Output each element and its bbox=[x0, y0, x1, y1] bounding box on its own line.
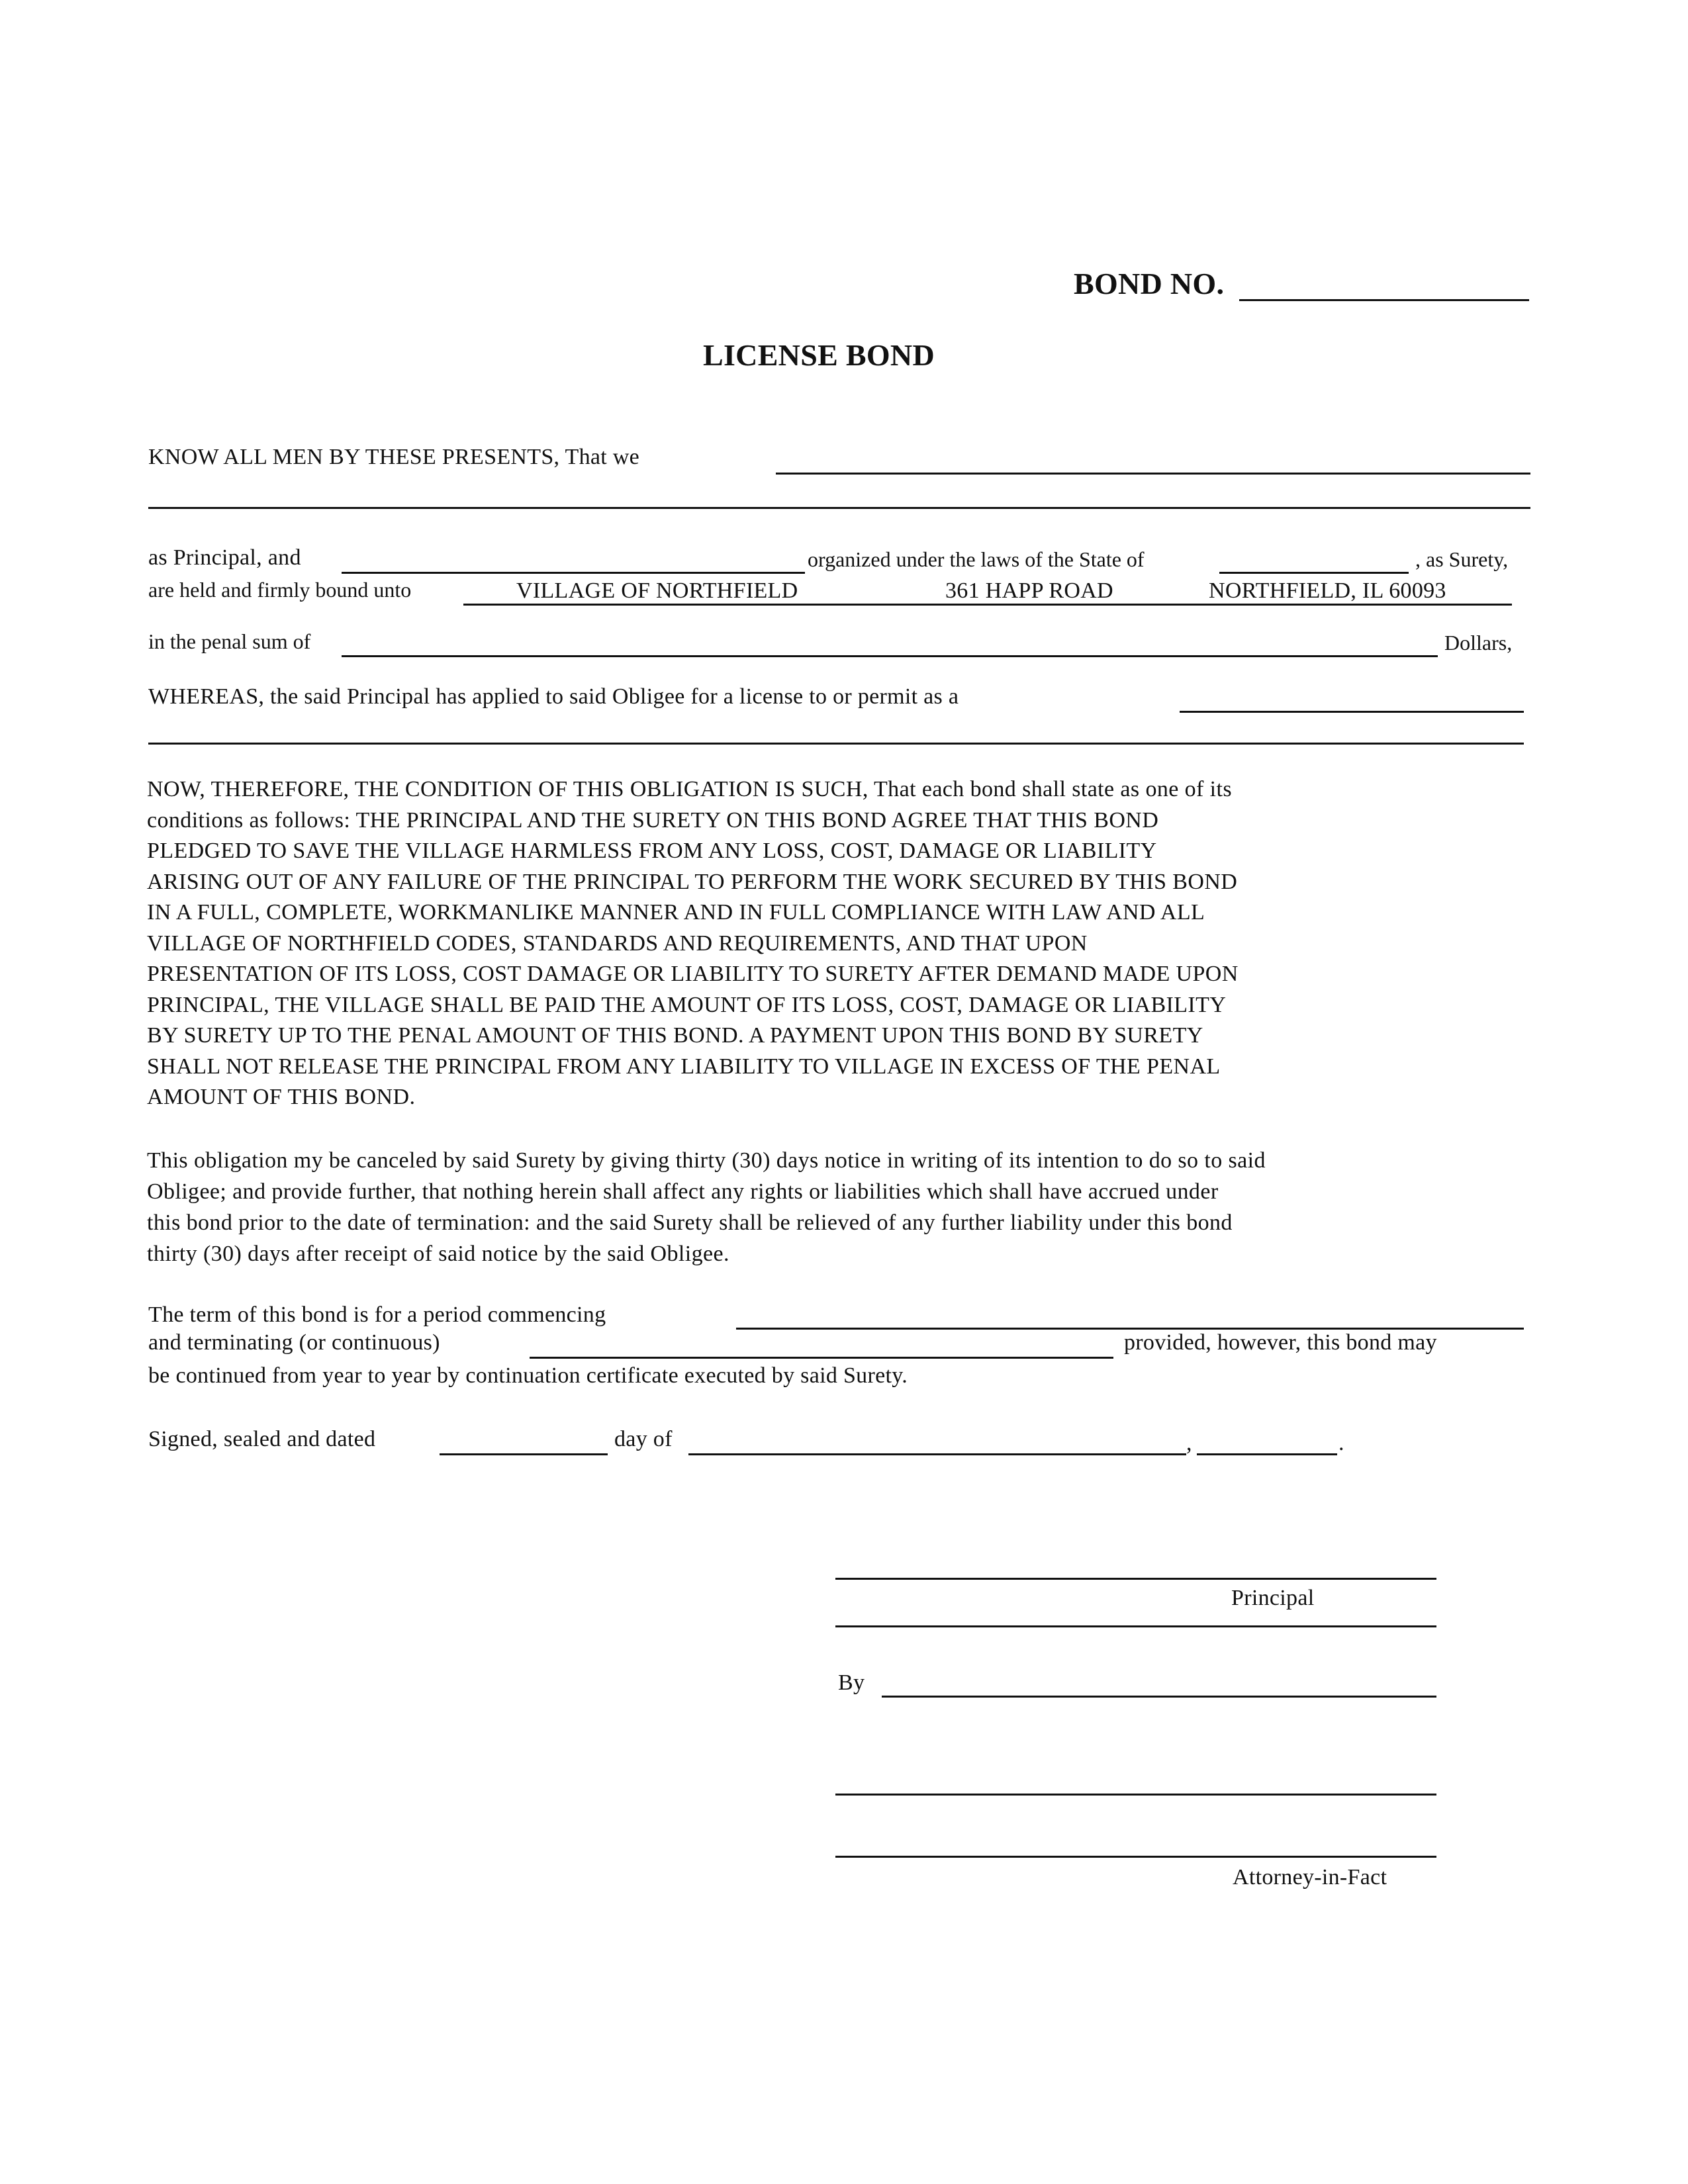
condition-line: PRINCIPAL, THE VILLAGE SHALL BE PAID THE AMOUNT OF ITS LOSS, COST, DAMAGE OR LIABILITY bbox=[147, 992, 1227, 1017]
term-provided-text: provided, however, this bond may bbox=[1124, 1330, 1437, 1355]
condition-line: conditions as follows: THE PRINCIPAL AND THE SURETY ON THIS BOND AGREE THAT THIS BOND bbox=[147, 807, 1159, 833]
signed-month-field[interactable] bbox=[688, 1453, 1186, 1455]
condition-line: BY SURETY UP TO THE PENAL AMOUNT OF THIS BOND. A PAYMENT UPON THIS BOND BY SURETY bbox=[147, 1023, 1203, 1048]
principal-label: Principal bbox=[1231, 1586, 1315, 1610]
obligee-address: 361 HAPP ROAD bbox=[945, 578, 1113, 603]
cancellation-line: This obligation my be canceled by said Surety by giving thirty (30) days notice in writing of its intention to do so to said bbox=[147, 1148, 1266, 1173]
obligee-name: VILLAGE OF NORTHFIELD bbox=[516, 578, 798, 603]
penal-sum-field[interactable] bbox=[342, 655, 1438, 657]
attorney-signature-line-2[interactable] bbox=[835, 1856, 1436, 1858]
principal-name-field[interactable] bbox=[776, 473, 1530, 475]
condition-line: VILLAGE OF NORTHFIELD CODES, STANDARDS AND REQUIREMENTS, AND THAT UPON bbox=[147, 931, 1088, 956]
terminating-date-field[interactable] bbox=[530, 1357, 1113, 1359]
condition-line: PLEDGED TO SAVE THE VILLAGE HARMLESS FROM ANY LOSS, COST, DAMAGE OR LIABILITY bbox=[147, 839, 1157, 863]
as-principal-text: as Principal, and bbox=[148, 545, 301, 570]
surety-name-field[interactable] bbox=[342, 572, 805, 574]
know-all-text: KNOW ALL MEN BY THESE PRESENTS, That we bbox=[148, 445, 640, 469]
held-bound-text: are held and firmly bound unto bbox=[148, 578, 412, 602]
bond-no-field[interactable] bbox=[1239, 299, 1529, 301]
license-type-field-2[interactable] bbox=[148, 743, 1524, 745]
cancellation-paragraph bbox=[147, 1145, 1544, 1269]
organized-text: organized under the laws of the State of bbox=[808, 547, 1145, 571]
by-label: By bbox=[838, 1670, 865, 1695]
condition-line: IN A FULL, COMPLETE, WORKMANLIKE MANNER AND IN FULL COMPLIANCE WITH LAW AND ALL bbox=[147, 900, 1205, 925]
dollars-text: Dollars, bbox=[1444, 631, 1513, 655]
signed-day-field[interactable] bbox=[440, 1453, 608, 1455]
term-commencing-text: The term of this bond is for a period commencing bbox=[148, 1302, 606, 1327]
principal-signature-line-2[interactable] bbox=[835, 1625, 1436, 1627]
bond-no-label: BOND NO. bbox=[1074, 267, 1225, 300]
principal-signature-line[interactable] bbox=[835, 1578, 1436, 1580]
penal-sum-text: in the penal sum of bbox=[148, 629, 311, 653]
cancellation-line: thirty (30) days after receipt of said notice by the said Obligee. bbox=[147, 1242, 729, 1266]
as-surety-text: , as Surety, bbox=[1415, 547, 1509, 571]
condition-line: AMOUNT OF THIS BOND. bbox=[147, 1085, 416, 1109]
condition-line: ARISING OUT OF ANY FAILURE OF THE PRINCIPAL TO PERFORM THE WORK SECURED BY THIS BOND bbox=[147, 869, 1238, 894]
day-of-text: day of bbox=[614, 1427, 673, 1451]
whereas-text: WHEREAS, the said Principal has applied to said Obligee for a license to or permit as a bbox=[148, 684, 959, 709]
attorney-signature-line[interactable] bbox=[835, 1794, 1436, 1796]
condition-line: NOW, THEREFORE, THE CONDITION OF THIS OBLIGATION IS SUCH, That each bond shall state as one of its bbox=[147, 777, 1232, 801]
obligee-city: NORTHFIELD, IL 60093 bbox=[1209, 578, 1446, 603]
condition-line: PRESENTATION OF ITS LOSS, COST DAMAGE OR LIABILITY TO SURETY AFTER DEMAND MADE UPON bbox=[147, 962, 1239, 986]
condition-line: SHALL NOT RELEASE THE PRINCIPAL FROM ANY LIABILITY TO VILLAGE IN EXCESS OF THE PENAL bbox=[147, 1054, 1221, 1079]
surety-state-field[interactable] bbox=[1219, 572, 1409, 574]
license-type-field[interactable] bbox=[1180, 711, 1524, 713]
attorney-label: Attorney-in-Fact bbox=[1233, 1865, 1387, 1889]
by-signature-line[interactable] bbox=[882, 1696, 1436, 1698]
page-title: LICENSE BOND bbox=[703, 338, 935, 372]
signed-period: . bbox=[1338, 1431, 1344, 1455]
term-terminating-text: and terminating (or continuous) bbox=[148, 1330, 440, 1355]
term-continued-text: be continued from year to year by continuation certificate executed by said Surety. bbox=[148, 1363, 908, 1388]
signed-year-field[interactable] bbox=[1197, 1453, 1337, 1455]
signed-text: Signed, sealed and dated bbox=[148, 1427, 376, 1451]
principal-name-field-2[interactable] bbox=[148, 507, 1530, 509]
cancellation-line: this bond prior to the date of termination: and the said Surety shall be relieved of any further liability under this bond bbox=[147, 1210, 1233, 1235]
signed-comma: , bbox=[1186, 1431, 1192, 1455]
cancellation-line: Obligee; and provide further, that nothing herein shall affect any rights or liabilities which shall have accrued under bbox=[147, 1179, 1219, 1204]
condition-paragraph bbox=[147, 774, 1537, 1113]
